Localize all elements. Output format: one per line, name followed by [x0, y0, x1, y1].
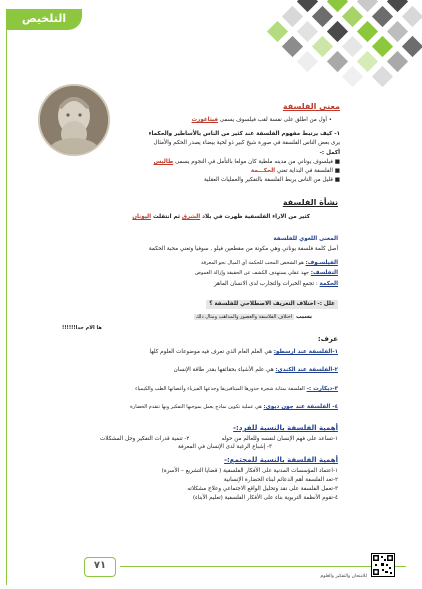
reason-label: علل :- — [317, 301, 335, 307]
society-item-4: ٤-تقوم الأنظمة التربوية بناء على الأفكار الفلسفية (تعليم الأبناء) — [192, 495, 338, 501]
origin-greece: اليونان — [132, 214, 152, 220]
margin-line — [6, 30, 7, 585]
definition-philosophizing — [195, 270, 338, 277]
def-aristotle-term: ١-الفلسفة عند ارسطو: — [273, 349, 338, 355]
complete-item-3 — [204, 177, 340, 184]
def-descartes — [135, 386, 338, 393]
qr-code — [371, 553, 395, 577]
def-descartes-term: ٣-ديكارت :- — [306, 386, 338, 392]
def-kindi — [174, 367, 338, 374]
first-philosopher-line — [191, 117, 332, 124]
origin-intro-c: ثم انتقلت — [153, 214, 180, 220]
origin-east: الشرق — [181, 214, 201, 220]
complete-item-2 — [251, 168, 340, 175]
definition-philosopher — [201, 260, 338, 267]
origin-intro — [132, 214, 310, 221]
side-note: ها الام جدا!!!!!! — [62, 325, 102, 331]
linguistic-meaning-title: المعنى اللغوي للفلسفة — [273, 236, 338, 242]
page-number: ٧١ — [93, 560, 107, 571]
wisdom-word: الحكـــمة — [250, 168, 276, 174]
because-text: اختلاف الفلاسفة والعصور والمذاهب ومثال ذلك — [195, 314, 293, 320]
square-bullet: ■ — [334, 168, 340, 174]
definition-philosophizing-term: التفلسف: — [310, 270, 338, 276]
because-label: بسبب — [296, 314, 312, 320]
individual-item-3: ٣- إشباع الرغبة لدى الإنسان في المعرفة — [177, 444, 272, 450]
square-bullet: ■ — [334, 177, 340, 183]
def-dewey — [130, 404, 338, 411]
reason-text: اختلاف التعريف الاصطلاحي للفلسفة ؟ — [209, 301, 316, 307]
complete-item-1 — [154, 159, 340, 166]
individual-item-1: ١-تساعد على فهم الإنسان لنفسه وللعالم من حوله — [221, 436, 338, 442]
section-title-individual: أهمية الفلسفة بالنسبة للفرد:- — [233, 424, 338, 432]
complete-item-2-text: الفلسفة في البداية تعني — [276, 168, 333, 174]
first-philosopher-text: أول من اطلق على نفسة لقب فيلسوف يسمى — [219, 117, 327, 123]
square-bullet: ■ — [334, 159, 340, 165]
def-dewey-term: ٤- الفلسفة عند جون ديوي: — [263, 404, 338, 410]
linguistic-meaning-text: أصل كلمة فلسفة يوناني وهي مكونة من مقطعين فيلو , سوفيا وتعني محبة الحكمة — [148, 246, 338, 252]
definition-philosopher-text: هو الشخص المحب للحكمة أي الميال نحو المعرفة — [200, 260, 304, 266]
philosopher-portrait — [38, 84, 110, 156]
def-aristotle-text: هي العلم العام الذي تعرف فيه موضوعات العلوم كلها — [149, 349, 272, 355]
publisher-line: للامتحان والتفكير والعلوم — [320, 574, 367, 579]
definition-wisdom-text: : تجمع الخبرات والتجارب لدى الانسان الماهر — [214, 281, 318, 287]
bullet: • — [328, 117, 332, 123]
definition-philosophizing-text: جهد عقلي يستهدف الكشف عن الحقيقة وإزالة الغموض — [194, 270, 310, 276]
question-1: ١- كيف يرتبط مفهوم الفلسفة عند كثير من الناس بالأساطير والحكماء — [148, 131, 340, 137]
society-item-2: ٢-تعد الفلسفة أهم الدعائم لبناء الحضارة الإنسانية — [223, 477, 338, 483]
section-title-meaning: معنى الفلسفة — [282, 102, 340, 111]
origin-intro-a: كثير من الاراء الفلسفية ظهرت في بلاد — [202, 214, 310, 220]
question-2-label: أكمل :- — [319, 150, 340, 156]
decorative-pattern — [180, 0, 422, 100]
definition-wisdom — [214, 281, 338, 288]
footer-divider — [120, 566, 406, 567]
reason-box — [206, 300, 338, 309]
society-item-1: ١-اعتماد المؤسسات المدنية على الأفكار الفلسفية ( قضايا التشريع – الأسرة) — [161, 468, 338, 474]
society-item-3: ٣-تعمل الفلسفة على نقد وتحليل الواقع الاجتماعي وعلاج مشكلاته — [187, 486, 338, 492]
summary-badge-label: التلخيص — [21, 12, 67, 25]
question-1-answer: يرى بعض الناس الفلسفة في صورة شيخ كبير ذو لحية بيضاء يصدر الحكم والأمثال — [153, 140, 340, 146]
know-label: عرف: — [317, 335, 338, 343]
definition-philosopher-term: الفيلسـوف: — [305, 260, 338, 266]
individual-item-2: ٢- تنمية قدرات التفكير وحل المشكلات — [100, 436, 190, 442]
pythagoras-name: فيثاغورث — [191, 117, 218, 123]
page-number-badge — [84, 557, 116, 577]
complete-item-3-text: قليل من الناس يربط الفلسفة بالتفكير والعمليات العقلية — [203, 177, 333, 183]
complete-item-1-text: فيلسوف يوناني من مدينه ملطية كان مولعا بالتأمل في النجوم يسمى — [175, 159, 333, 165]
def-descartes-text: الفلسفة بمثابة شجرة جذورها الميتافيزيقا وجذعها الفيزياء وأغصانها الطب والكيمياء — [135, 386, 305, 392]
section-title-society: أهمية الفلسفة بالنسبة للمجتمع:- — [224, 456, 338, 464]
section-title-origin: نشأة الفلسفة — [282, 198, 338, 207]
thales-name: طاليس — [153, 159, 174, 165]
def-dewey-text: هي عملية تكوين نماذج يعمل بموجبها التفكير وبها تتقدم الحضارة — [130, 404, 262, 410]
definition-wisdom-term: الحكمة — [319, 281, 338, 287]
def-kindi-text: هي علم الأشياء بحقائقها بقدر طاقة الإنسان — [173, 367, 274, 373]
summary-badge — [6, 9, 82, 30]
because-line — [194, 314, 312, 321]
def-aristotle — [150, 349, 338, 356]
def-kindi-term: ٢-الفلسفة عند الكندي: — [275, 367, 338, 373]
